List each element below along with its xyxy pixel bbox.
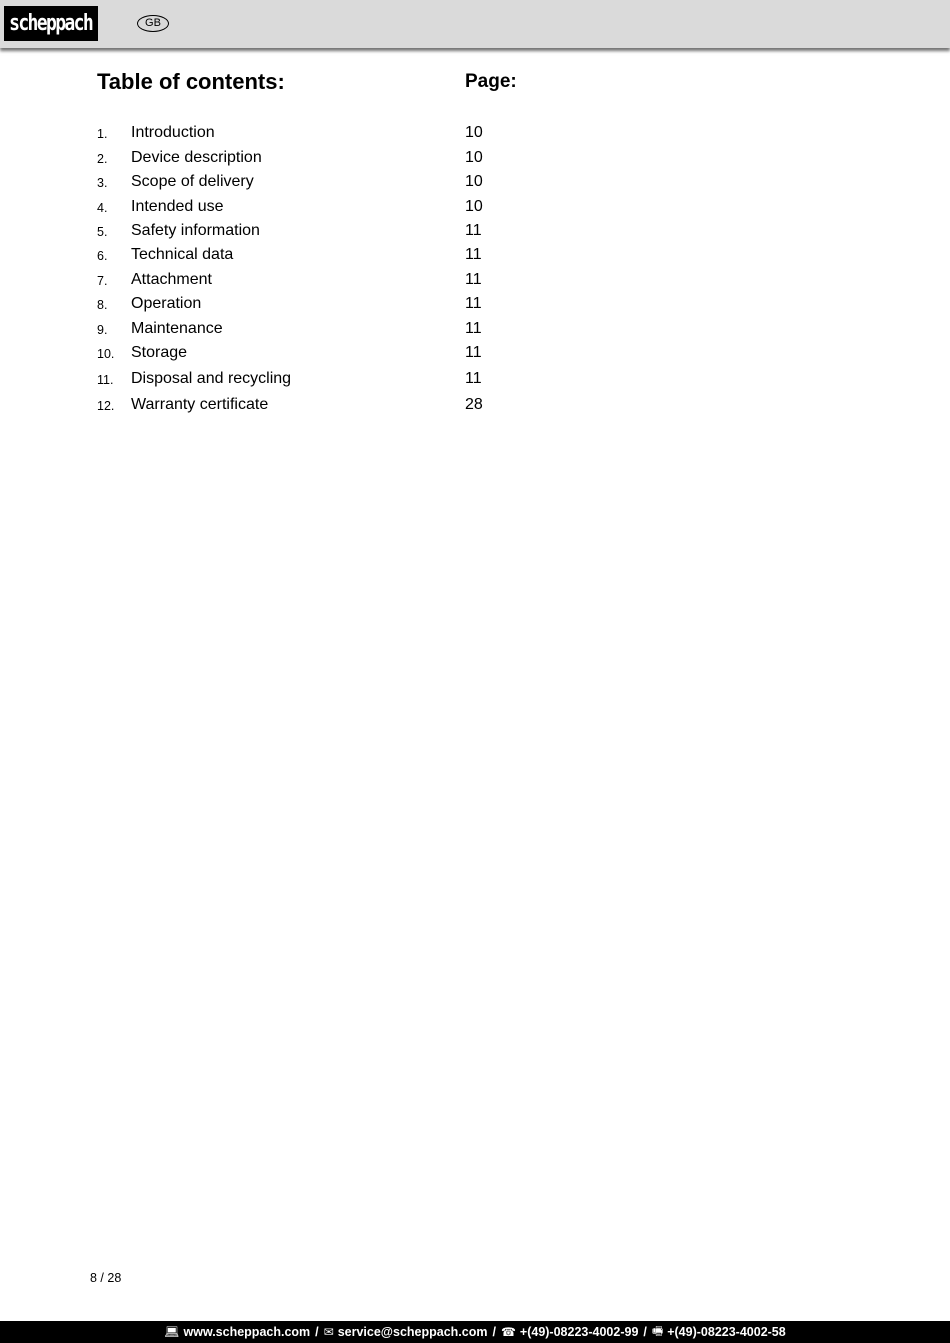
scheppach-logo	[4, 6, 98, 41]
toc-entry-label: Introduction	[131, 124, 215, 141]
header-bar	[0, 0, 950, 48]
footer-phone[interactable]: +(49)-08223-4002-99	[519, 1325, 639, 1339]
toc-entry-label: Attachment	[131, 271, 212, 288]
toc-entry-label: Scope of delivery	[131, 173, 254, 190]
page-number: 8 / 28	[90, 1271, 122, 1285]
language-badge: GB	[137, 15, 169, 32]
toc-entry	[0, 344, 950, 366]
footer-separator: /	[643, 1325, 647, 1339]
toc-entry-page: 28	[465, 396, 483, 413]
toc-entry	[0, 124, 950, 146]
toc-entry-number: 11.	[97, 373, 114, 387]
toc-entry-label: Storage	[131, 344, 188, 361]
toc-entry-page: 10	[465, 124, 483, 141]
toc-entry-number: 6.	[97, 249, 108, 263]
toc-entry-label: Maintenance	[131, 320, 223, 337]
toc-entry-page: 11	[465, 246, 482, 263]
toc-entry-number: 2.	[97, 152, 108, 166]
toc-entry-number: 10.	[97, 347, 115, 361]
toc-entry	[0, 370, 950, 392]
email-icon: ✉︎	[323, 1325, 334, 1339]
page-column-heading: Page:	[465, 71, 517, 92]
toc-entry-label: Technical data	[131, 246, 234, 263]
toc-entry-number: 4.	[97, 201, 108, 215]
toc-entry-number: 9.	[97, 323, 108, 337]
toc-entry-page: 11	[465, 320, 482, 337]
footer-separator: /	[492, 1325, 496, 1339]
toc-entry	[0, 198, 950, 220]
toc-entry-page: 11	[465, 344, 482, 361]
toc-entry-page: 11	[465, 295, 482, 312]
toc-entry-number: 12.	[97, 399, 115, 413]
toc-entry-page: 11	[465, 222, 482, 239]
toc-entry	[0, 173, 950, 195]
toc-entry-page: 10	[465, 198, 483, 215]
toc-entry-number: 7.	[97, 274, 108, 288]
toc-entry	[0, 246, 950, 268]
toc-title: Table of contents:	[97, 69, 285, 94]
footer-bar	[0, 1321, 950, 1343]
toc-entry-page: 10	[465, 173, 483, 190]
phone-icon: ☎︎	[500, 1325, 516, 1339]
toc-entry-label: Disposal and recycling	[131, 370, 292, 387]
toc-entry	[0, 271, 950, 293]
logo-text: scheppach	[9, 10, 93, 36]
toc-entry-number: 8.	[97, 298, 108, 312]
toc-entry	[0, 320, 950, 342]
toc-entry-page: 11	[465, 370, 482, 387]
footer-separator: /	[315, 1325, 319, 1339]
toc-entry-number: 3.	[97, 176, 108, 190]
toc-entry-label: Device description	[131, 149, 262, 166]
toc-entry-page: 10	[465, 149, 483, 166]
toc-entry	[0, 295, 950, 317]
footer-email[interactable]: service@scheppach.com	[337, 1325, 488, 1339]
toc-entry-number: 1.	[97, 127, 108, 141]
toc-entry-page: 11	[465, 271, 482, 288]
fax-icon: 🖷︎	[651, 1323, 664, 1338]
toc-entry-number: 5.	[97, 225, 108, 239]
toc-entry-label: Safety information	[131, 222, 260, 239]
toc-entry	[0, 396, 950, 418]
toc-entry	[0, 222, 950, 244]
computer-icon: 💻︎	[164, 1325, 180, 1339]
footer-fax: +(49)-08223-4002-58	[667, 1325, 786, 1339]
toc-entry-label: Intended use	[131, 198, 224, 215]
toc-entry-label: Operation	[131, 295, 202, 312]
toc-entry	[0, 149, 950, 171]
toc-entry-label: Warranty certificate	[131, 396, 269, 413]
footer-website[interactable]: www.scheppach.com	[183, 1325, 311, 1339]
